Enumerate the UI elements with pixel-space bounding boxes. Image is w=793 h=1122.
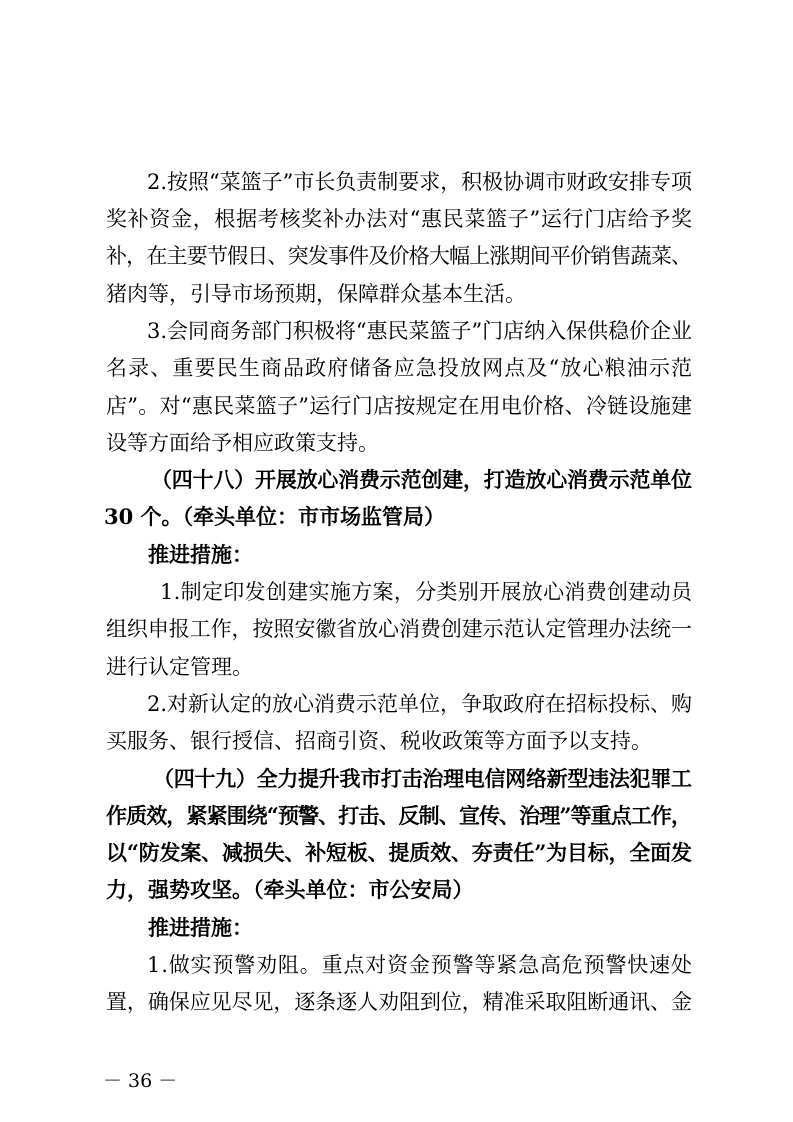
heading-line xyxy=(0,498,793,536)
line-text: 买服务、银行授信、招商引资、税收政策等方面予以支持。 xyxy=(106,729,652,753)
body-line xyxy=(0,648,793,686)
heading-line xyxy=(0,536,793,574)
line-text: 2.按照“菜篮子”市长负责制要求，积极协调市财政安排专项 xyxy=(147,170,692,194)
line-text: 奖补资金，根据考核奖补办法对“惠民菜篮子”运行门店给予奖 xyxy=(106,207,693,231)
body-line xyxy=(0,163,793,201)
line-text: 以“防发案、减损失、补短板、提质效、夯责任”为目标，全面发 xyxy=(106,840,692,865)
heading-line xyxy=(0,909,793,947)
heading-line xyxy=(0,461,793,499)
body-line xyxy=(0,200,793,238)
line-text: 组织申报工作，按照安徽省放心消费创建示范认定管理办法统一 xyxy=(106,617,692,641)
body-line xyxy=(0,610,793,648)
body-line xyxy=(0,312,793,350)
body-line xyxy=(0,983,793,1021)
line-text: 1.制定印发创建实施方案，分类别开展放心消费创建动员 xyxy=(160,580,693,604)
line-text: 推进措施： xyxy=(148,542,253,567)
body-line xyxy=(0,573,793,611)
line-text: 推进措施： xyxy=(148,915,253,940)
line-text: 30 个。（牵头单位：市市场监管局） xyxy=(104,504,446,529)
line-text: 作质效，紧紧围绕“预警、打击、反制、宣传、治理”等重点工作， xyxy=(106,803,692,828)
line-text: 店”。对“惠民菜篮子”运行门店按规定在用电价格、冷链设施建 xyxy=(106,394,693,418)
line-text: 名录、重要民生商品政府储备应急投放网点及“放心粮油示范 xyxy=(106,356,694,380)
line-text: 补，在主要节假日、突发事件及价格大幅上涨期间平价销售蔬菜、 xyxy=(106,244,692,268)
body-line xyxy=(0,685,793,723)
body-line xyxy=(0,722,793,760)
body-line xyxy=(0,275,793,313)
heading-line xyxy=(0,871,793,909)
heading-line xyxy=(0,760,793,798)
line-text: 设等方面给予相应政策支持。 xyxy=(106,431,379,455)
page-footer xyxy=(0,1066,793,1096)
body-line xyxy=(0,237,793,275)
heading-line xyxy=(0,834,793,872)
page-number: － 36 － xyxy=(103,1070,178,1092)
line-text: 进行认定管理。 xyxy=(106,655,253,679)
body-line xyxy=(0,946,793,984)
line-text: （四十九）全力提升我市打击治理电信网络新型违法犯罪工 xyxy=(153,766,692,791)
line-text: （四十八）开展放心消费示范创建，打造放心消费示范单位 xyxy=(151,467,692,492)
body-line xyxy=(0,424,793,462)
body-line xyxy=(0,387,793,425)
line-text: 1.做实预警劝阻。重点对资金预警等紧急高危预警快速处 xyxy=(147,953,693,977)
line-text: 力，强势攻坚。（牵头单位：市公安局） xyxy=(106,877,474,902)
heading-line xyxy=(0,797,793,835)
line-text: 2.对新认定的放心消费示范单位，争取政府在招标投标、购 xyxy=(147,692,692,716)
line-text: 3.会同商务部门积极将“惠民菜篮子”门店纳入保供稳价企业 xyxy=(147,319,692,343)
line-text: 猪肉等，引导市场预期，保障群众基本生活。 xyxy=(106,282,526,306)
body-line xyxy=(0,349,793,387)
line-text: 置，确保应见尽见，逐条逐人劝阻到位，精准采取阻断通讯、金 xyxy=(106,990,692,1014)
